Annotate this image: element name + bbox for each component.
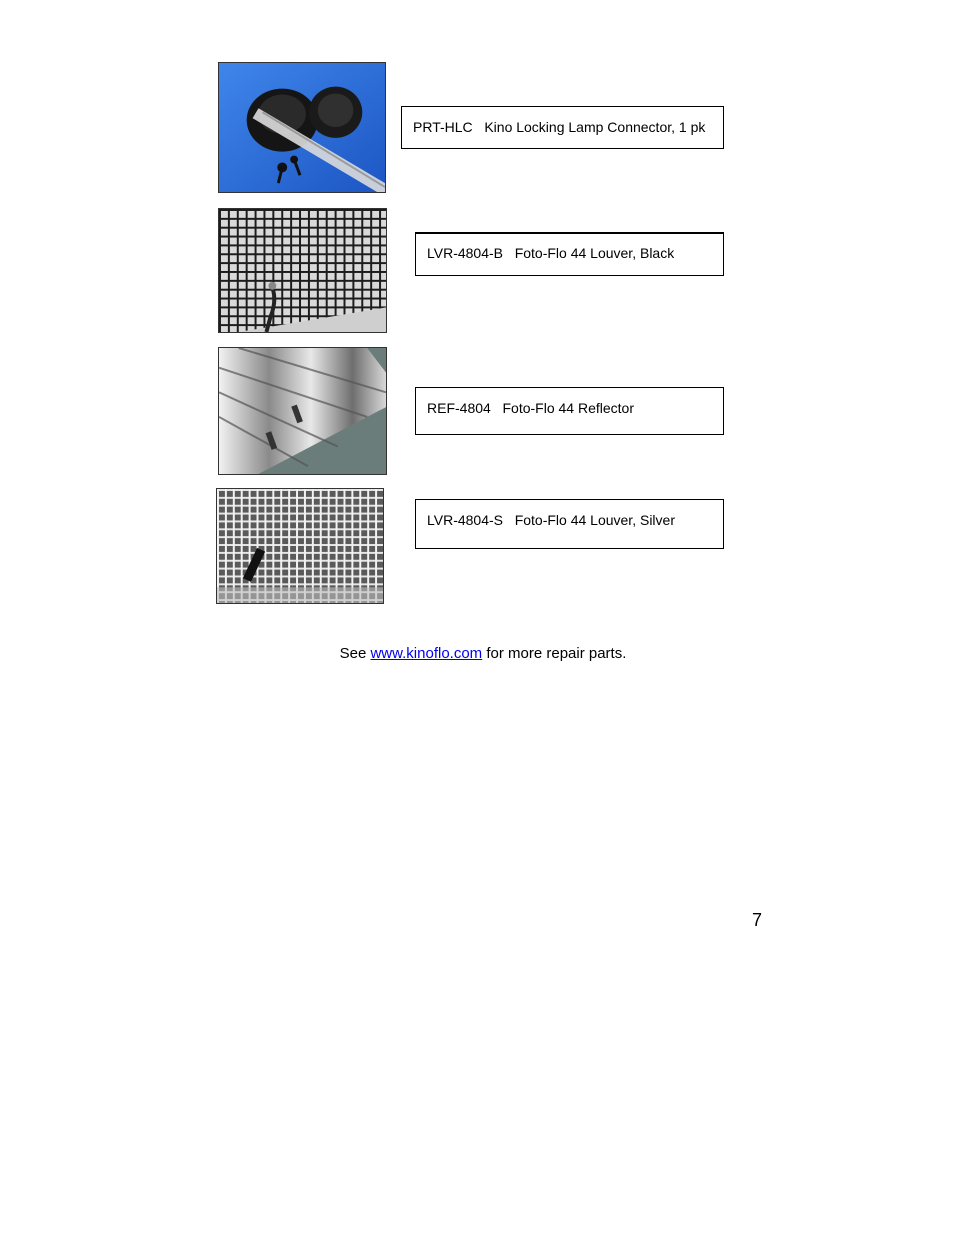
part-label-ref-4804: [415, 387, 724, 435]
part-label-lvr-4804-b: [415, 232, 724, 276]
silver-louver-photo: [216, 488, 384, 604]
part-code: REF-4804: [427, 400, 491, 416]
part-code: PRT-HLC: [413, 119, 473, 135]
note-prefix: See: [339, 645, 371, 662]
part-label-lvr-4804-s: [415, 499, 724, 549]
part-code: LVR-4804-B: [427, 245, 504, 261]
black-louver-photo: [218, 208, 387, 333]
note-suffix: for more repair parts.: [482, 645, 627, 662]
part-label-prt-hlc: [401, 106, 724, 149]
page-number: 7: [752, 910, 763, 930]
reflector-photo: [218, 347, 387, 475]
part-description: Foto-Flo 44 Reflector: [502, 400, 634, 416]
repair-parts-note: [0, 645, 954, 662]
lamp-connector-photo: [218, 62, 386, 193]
part-code: LVR-4804-S: [427, 512, 504, 528]
part-description: Foto-Flo 44 Louver, Silver: [514, 512, 675, 528]
part-description: Kino Locking Lamp Connector, 1 pk: [484, 119, 706, 135]
kinoflo-website-link[interactable]: www.kinoflo.com: [370, 645, 483, 662]
part-description: Foto-Flo 44 Louver, Black: [514, 245, 675, 261]
